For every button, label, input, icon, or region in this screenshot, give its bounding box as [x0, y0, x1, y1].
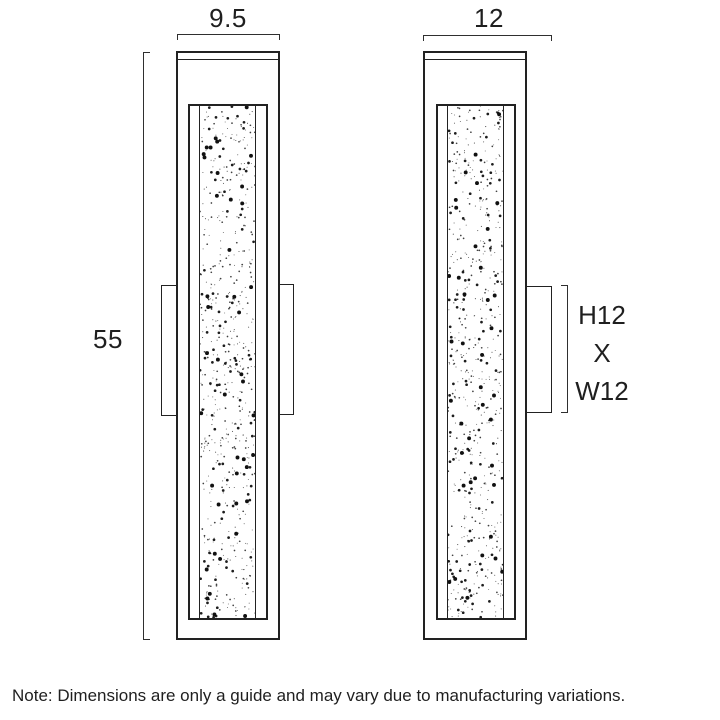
right-fixture-top-cap-line: [424, 59, 526, 60]
left-mounting-tab-right: [278, 284, 294, 415]
right-width-dim-label: 12: [474, 3, 504, 33]
spec-label-width: W12: [575, 376, 629, 406]
right-mounting-tab: [525, 286, 552, 413]
spec-label-block: [567, 296, 637, 410]
left-height-dim-bracket: [143, 52, 150, 640]
spec-label-x: X: [593, 338, 611, 368]
right-crystal-panel: [447, 106, 504, 618]
left-width-dim-bracket: [177, 34, 280, 40]
note-text: Note: Dimensions are only a guide and may vary due to manufacturing variations.: [12, 686, 626, 705]
left-height-dim-label: 55: [93, 324, 123, 354]
left-fixture-top-cap-line: [177, 59, 279, 60]
spec-label-height: H12: [578, 300, 626, 330]
right-width-dim-bracket: [423, 35, 552, 41]
left-width-dim-label: 9.5: [209, 3, 247, 33]
left-crystal-panel: [199, 106, 256, 618]
